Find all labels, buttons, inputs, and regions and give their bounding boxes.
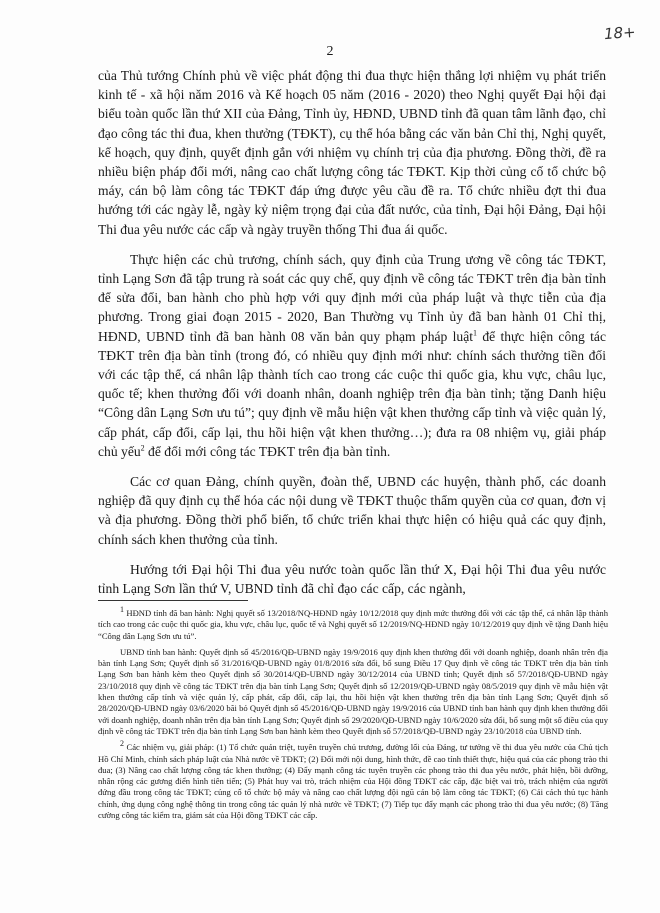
page-number: 2 (326, 44, 334, 59)
paragraph-2-part-b: để thực hiện công tác TĐKT trên địa bàn tỉnh (trong đó, có nhiều quy định mới như: chính sách thưởng tiền đối với các tập thể, cá nhân lập thành tích cao trong các cuộc thi quốc gia, khu vực, châu lục, quốc tế; khen thưởng đối với doanh nhân, doanh nghiệp trên địa bàn tỉnh; tặng Danh hiệu “Công dân Lạng Sơn ưu tú”; quy định về mẫu hiện vật khen thưởng cấp tỉnh và việc quản lý, cấp phát, cấp đổi, cấp lại, thu hồi hiện vật khen thưởng…); đưa ra 08 nhiệm vụ, giải pháp chủ yếu (98, 328, 606, 459)
footnote-1-continued: UBND tỉnh ban hành: Quyết định số 45/2016/QĐ-UBND ngày 19/9/2016 quy định khen thưởng đối với doanh nghiệp, doanh nhân trên địa bàn tỉnh Lạng Sơn; Quyết định số 31/2016/QĐ-UBND ngày 01/8/2016 sửa đổi, bổ sung Điều 17 Quy định về công tác TĐKT trên địa bàn tỉnh Lạng Sơn ban hành kèm theo Quyết định số 30/2014/QĐ-UBND ngày 30/12/2014 của UBND tỉnh; Quyết định số 57/2018/QĐ-UBND ngày 23/10/2018 quy định về công tác TĐKT trên địa bàn tỉnh Lạng Sơn; Quyết định số 12/2019/QĐ-UBND ngày 08/5/2019 quy định về mẫu hiện vật khen thưởng cấp tỉnh và việc quản lý, cấp phát, cấp đổi, cấp lại, thu hồi hiện vật khen thưởng trên địa bàn tỉnh Lạng Sơn; Quyết định số 28/2020/QĐ-UBND ngày 03/6/2020 bãi bỏ Quyết định số 45/2016/QĐ-UBND ngày 19/9/2016 của UBND tỉnh ban hành quy định khen thưởng đối với doanh nghiệp, doanh nhân trên địa bàn tỉnh Lạng Sơn; Quyết định số 29/2020/QĐ-UBND ngày 10/6/2020 sửa đổi, bổ sung một số điều của quy định về công tác TĐKT trên địa bàn tỉnh Lạng Sơn ban hành kèm theo Quyết định số 57/2018/QĐ-UBND ngày 23/10/2018 của UBND tỉnh. (98, 646, 608, 736)
footnote-2-text: Các nhiệm vụ, giải pháp: (1) Tổ chức quán triệt, tuyên truyền chủ trương, đường lối của Đảng, tư tưởng về thi đua yêu nước của Chủ tịch Hồ Chí Minh, chính sách pháp luật của Nhà nước về TĐKT; (2) Đổi mới nội dung, hình thức, đề cao tính thiết thực, hiệu quả của các phong trào thi đua; (3) Nâng cao chất lượng công tác khen thưởng; (4) Đẩy mạnh công tác tuyên truyền các phong trào thi đua yêu nước, phát hiện, bồi dưỡng, nhân rộng các gương điển hình tiên tiến; (5) Phát huy vai trò, trách nhiệm của Hội đồng TĐKT các cấp, đặc biệt vai trò, trách nhiệm của người đứng đầu trong công tác TĐKT; củng cố tổ chức bộ máy và nâng cao chất lượng đội ngũ cán bộ làm công tác TĐKT; (6) Cải cách thủ tục hành chính, ứng dụng công nghệ thông tin trong công tác quản lý nhà nước về TĐKT; (7) Tiếp tục đẩy mạnh các phong trào thi đua yêu nước; (8) Tăng cường công tác kiểm tra, giám sát của Hội đồng TĐKT các cấp. (98, 742, 608, 821)
footnote-ref-2: 2 (140, 443, 145, 453)
paragraph-1: của Thủ tướng Chính phủ về việc phát động thi đua thực hiện thắng lợi nhiệm vụ phát triển kinh tế - xã hội năm 2016 và Kế hoạch 05 năm (2016 - 2020) theo Nghị quyết Đại hội đại biểu toàn quốc lần thứ XII của Đảng, Tỉnh ủy, HĐND, UBND tỉnh đã quan tâm lãnh đạo, chỉ đạo công tác thi đua, khen thưởng (TĐKT), cụ thể hóa bằng các văn bản Chỉ thị, Nghị quyết, kế hoạch, quy định, quyết định gắn với nhiệm vụ chính trị của địa phương. Đồng thời, đề ra nhiều biện pháp đổi mới, nâng cao chất lượng công tác TĐKT. Kịp thời củng cố tổ chức bộ máy, cán bộ làm công tác TĐKT đáp ứng được yêu cầu đề ra. Tổ chức nhiều đợt thi đua hướng tới các ngày lễ, ngày kỷ niệm trọng đại của đất nước, của tỉnh, Đại hội Đảng, Đại hội Thi đua yêu nước các cấp và ngày truyền thống Thi đua ái quốc. (98, 68, 606, 237)
paragraph-4: Hướng tới Đại hội Thi đua yêu nước toàn quốc lần thứ X, Đại hội Thi đua yêu nước tỉnh Lạng Sơn lần thứ V, UBND tỉnh đã chỉ đạo các cấp, các ngành, (98, 561, 606, 597)
body-text (98, 66, 606, 609)
footnote-2-mark: 2 (120, 739, 124, 749)
paragraph-3: Các cơ quan Đảng, chính quyền, đoàn thể, UBND các huyện, thành phố, các doanh nghiệp đã quy định cụ thể hóa các nội dung về TĐKT thuộc thẩm quyền của cơ quan, đơn vị và địa phương. Đồng thời phổ biến, tổ chức triển khai thực hiện có hiệu quả các quy định, chính sách khen thưởng của tỉnh. (98, 474, 606, 547)
paragraph-2-part-c: để đổi mới công tác TĐKT trên địa bàn tỉnh. (144, 443, 391, 459)
footnote-1-text: HĐND tỉnh đã ban hành: Nghị quyết số 13/2018/NQ-HĐND ngày 10/12/2018 quy định mức thưởng đối với các tập thể, cá nhân lập thành tích cao trong các cuộc thi quốc gia, khu vực, châu lục, quốc tế và Nghị quyết số 12/2019/NQ-HĐND ngày 10/12/2019 quy định về tặng Danh hiệu “Công dân Lạng Sơn ưu tú”. (98, 608, 608, 641)
paragraph-2-part-a: Thực hiện các chủ trương, chính sách, quy định của Trung ương về công tác TĐKT, tỉnh Lạng Sơn đã tập trung rà soát các quy chế, quy định về công tác TĐKT trên địa bàn tỉnh để sửa đổi, ban hành cho phù hợp với quy định mới của pháp luật và thực tiễn của địa phương. Trong giai đoạn 2015 - 2020, Ban Thường vụ Tỉnh ủy đã ban hành 01 Chỉ thị, HĐND, UBND tỉnh đã ban hành 08 văn bản quy phạm pháp luật (98, 251, 606, 344)
handwritten-mark: 18+ (603, 22, 637, 44)
footnote-ref-1: 1 (473, 328, 478, 338)
footnote-1 (98, 605, 608, 642)
footnotes (98, 605, 608, 826)
footnote-1-mark: 1 (120, 605, 124, 615)
footnote-separator (98, 600, 248, 601)
footnote-2 (98, 739, 608, 821)
paragraph-2 (98, 250, 606, 461)
